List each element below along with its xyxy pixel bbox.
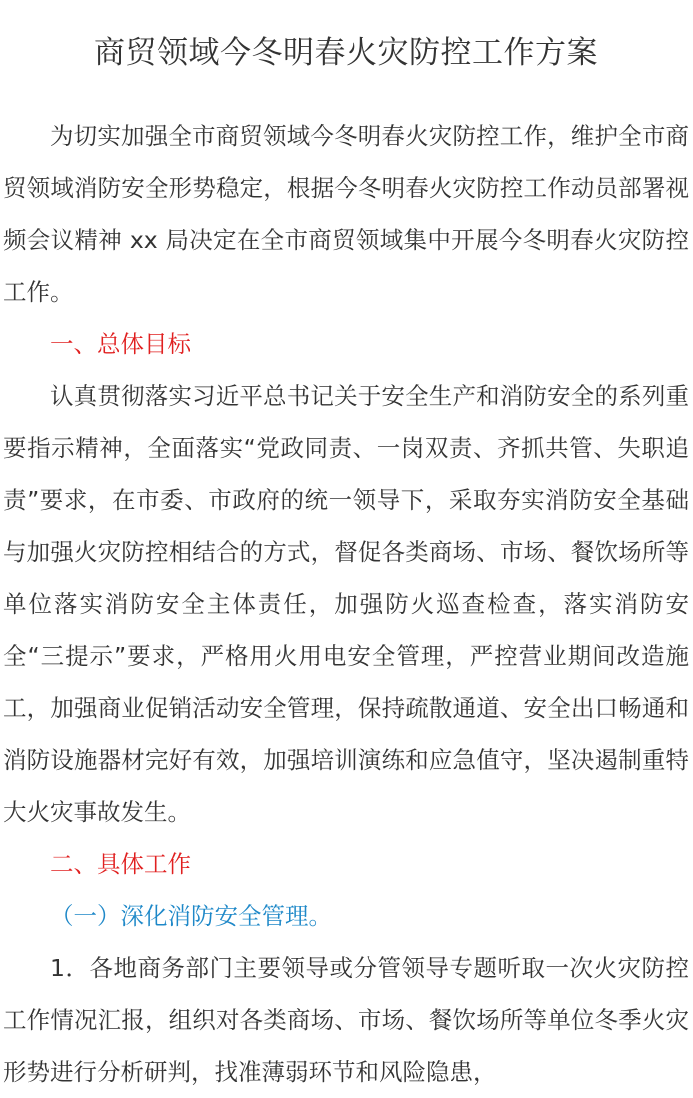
section-heading-overall-goal: 一、总体目标: [50, 330, 191, 358]
document-body: [3, 110, 689, 1098]
section-heading-specific-work: 二、具体工作: [50, 850, 191, 878]
document-title: 商贸领域今冬明春火灾防控工作方案: [94, 35, 598, 71]
intro-paragraph: 为切实加强全市商贸领域今冬明春火灾防控工作，维护全市商贸领域消防安全形势稳定，根据今冬明春火灾防控工作动员部署视频会议精神 xx 局决定在全市商贸领域集中开展今冬明春火灾防控工作。: [3, 122, 689, 306]
subsection-heading-safety-management: （一）深化消防安全管理。: [50, 902, 332, 930]
item-1-paragraph: 1．各地商务部门主要领导或分管领导专题听取一次火灾防控工作情况汇报，组织对各类商场、市场、餐饮场所等单位冬季火灾形势进行分析研判，找准薄弱环节和风险隐患，: [3, 954, 689, 1086]
overall-goal-paragraph: 认真贯彻落实习近平总书记关于安全生产和消防安全的系列重要指示精神，全面落实“党政同责、一岗双责、齐抓共管、失职追责”要求，在市委、市政府的统一领导下，采取夯实消防安全基础与加强火灾防控相结合的方式，督促各类商场、市场、餐饮场所等单位落实消防安全主体责任，加强防火巡查检查，落实消防安全“三提示”要求，严格用火用电安全管理，严控营业期间改造施工，加强商业促销活动安全管理，保持疏散通道、安全出口畅通和消防设施器材完好有效，加强培训演练和应急值守，坚决遏制重特大火灾事故发生。: [3, 382, 689, 826]
